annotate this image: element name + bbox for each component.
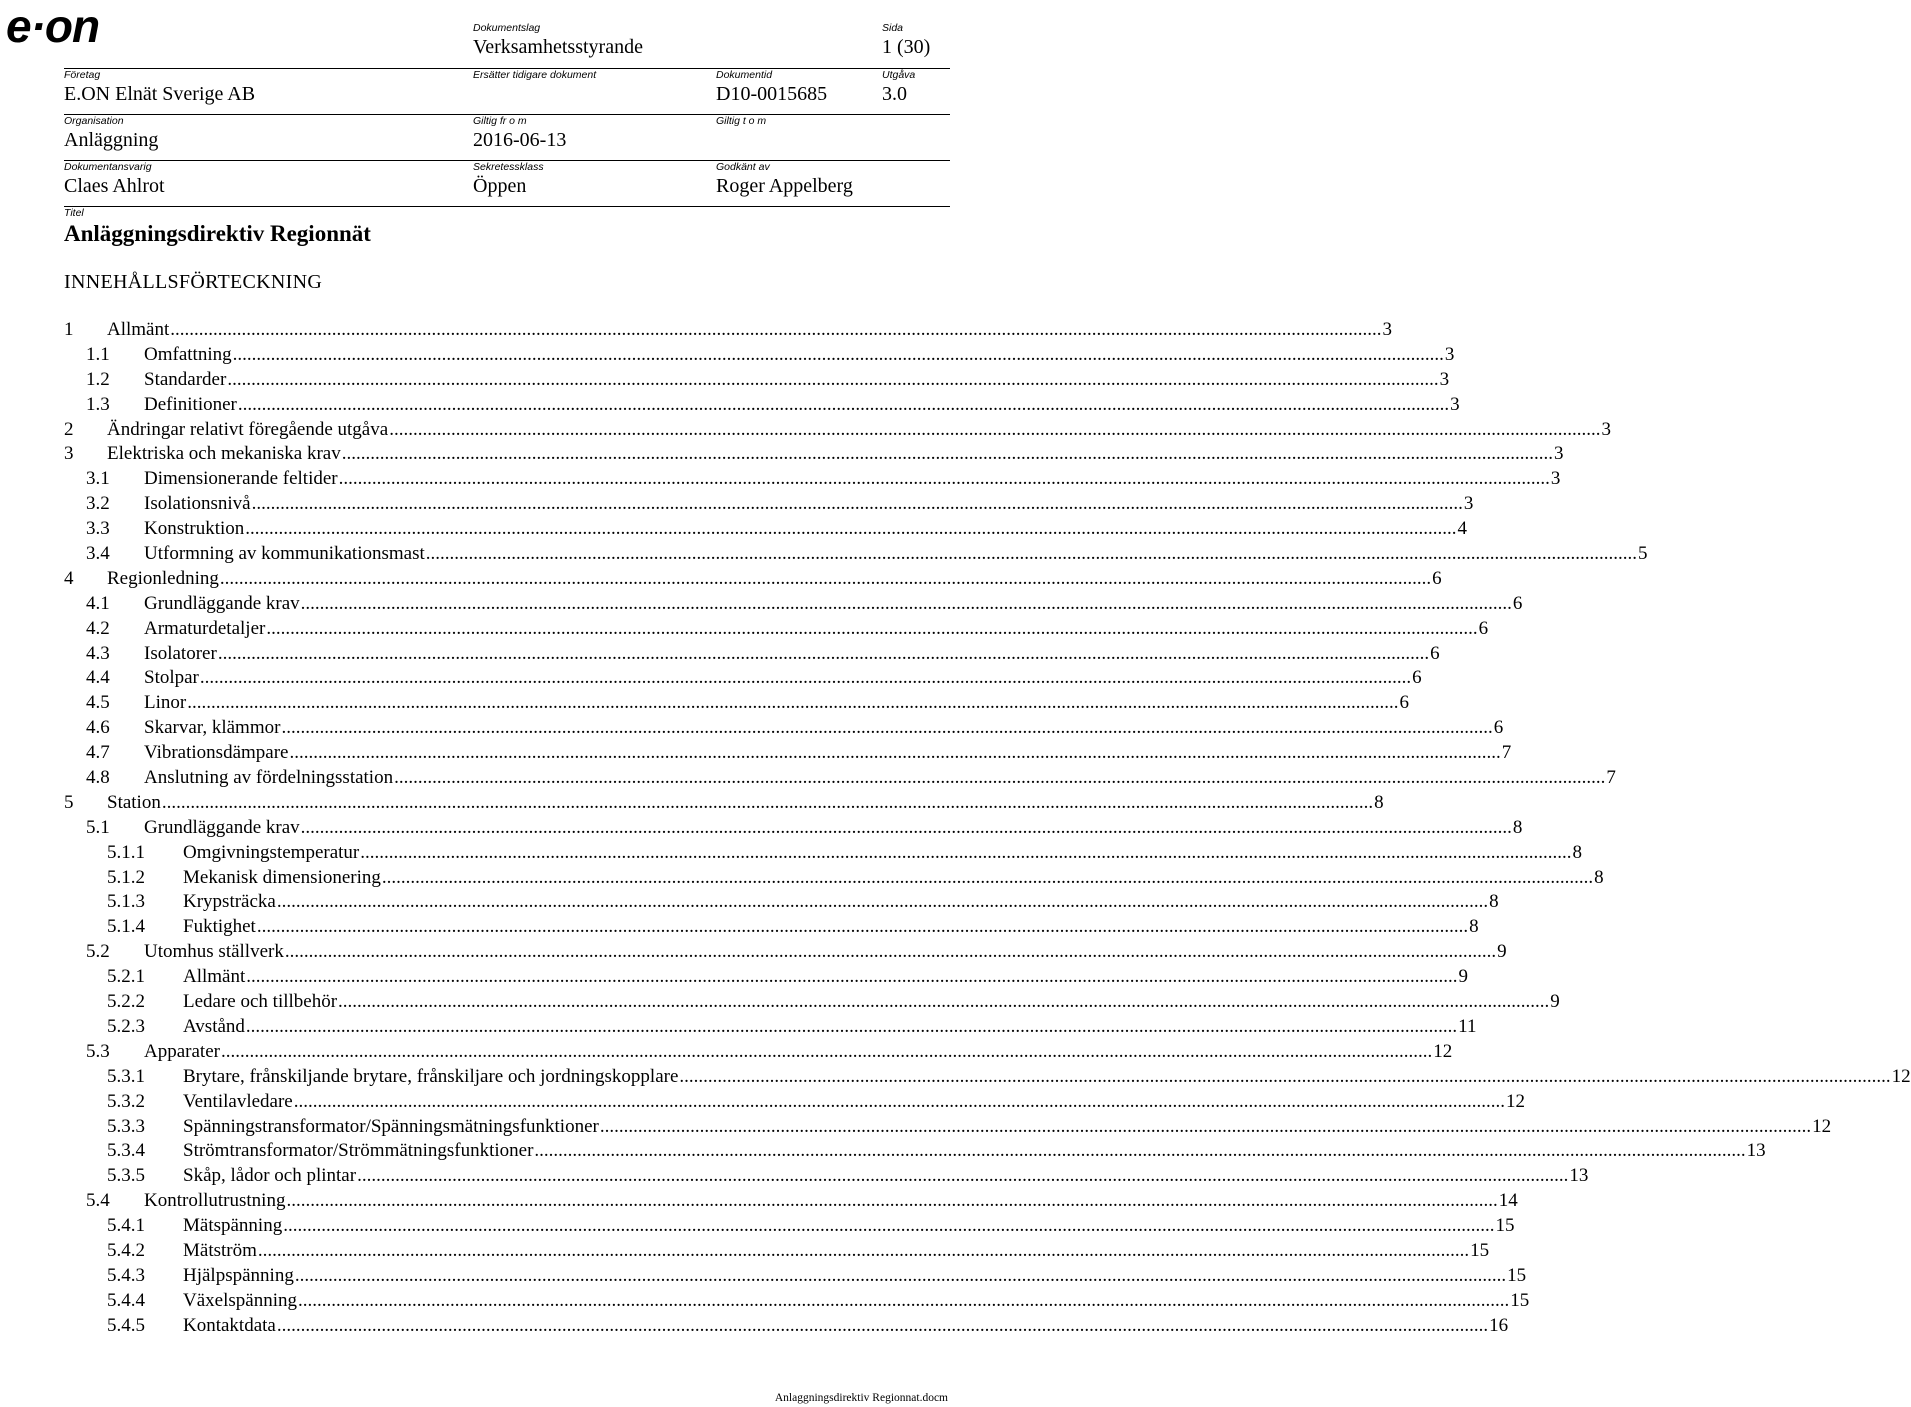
- toc-entry-title: Stolpar: [144, 667, 199, 689]
- valid-to-label: Giltig t o m: [716, 115, 767, 127]
- replaces-cell: [473, 69, 596, 82]
- toc-entry-number: 5: [64, 791, 74, 813]
- toc-entry[interactable]: [64, 791, 1384, 816]
- toc-leader-dots: [221, 1040, 1432, 1065]
- valid-to-cell: [716, 115, 766, 128]
- toc-leader-dots: [338, 990, 1549, 1015]
- toc-leader-dots: [245, 517, 1456, 542]
- toc-entry-title: Elektriska och mekaniska krav: [107, 443, 341, 465]
- toc-entry[interactable]: [64, 442, 1564, 467]
- toc-entry-title: Vibrationsdämpare: [144, 742, 289, 764]
- docid-cell: [716, 69, 827, 106]
- toc-entry[interactable]: [64, 766, 1616, 791]
- toc-entry-number: 4.3: [86, 642, 110, 664]
- toc-entry-number: 5.1.1: [107, 841, 145, 863]
- toc-leader-dots: [233, 343, 1444, 368]
- secrecy-cell: [473, 161, 544, 198]
- toc-entry[interactable]: [64, 940, 1507, 965]
- toc-entry-page: 15: [1470, 1239, 1490, 1261]
- toc-entry-title: Ledare och tillbehör: [183, 991, 338, 1013]
- toc-leader-dots: [301, 816, 1512, 841]
- toc-entry-page: 12: [1433, 1040, 1453, 1062]
- toc-entry-number: 5.3: [86, 1040, 110, 1062]
- toc-entry-title: Ändringar relativt föregående utgåva: [107, 418, 389, 440]
- toc-entry-title: Utformning av kommunikationsmast: [144, 543, 425, 565]
- toc-entry-number: 4.8: [86, 767, 110, 789]
- replaces-label: Ersätter tidigare dokument: [473, 69, 597, 81]
- organisation-value: Anläggning: [64, 129, 159, 151]
- edition-value: 3.0: [882, 83, 907, 105]
- toc-entry-page: 5: [1638, 543, 1648, 565]
- toc-entry-number: 2: [64, 418, 74, 440]
- toc-entry-number: 4.7: [86, 742, 110, 764]
- toc-entry-number: 1.1: [86, 343, 110, 365]
- toc-entry-number: 5.1.3: [107, 891, 145, 913]
- toc-entry-title: Omgivningstemperatur: [183, 841, 360, 863]
- toc-leader-dots: [285, 940, 1496, 965]
- toc-entry-number: 4.5: [86, 692, 110, 714]
- table-of-contents: [64, 318, 1911, 1339]
- toc-entry-page: 15: [1507, 1264, 1527, 1286]
- toc-leader-dots: [227, 368, 1438, 393]
- toc-entry[interactable]: [64, 841, 1582, 866]
- doctype-label: Dokumentslag: [473, 22, 541, 34]
- toc-entry-page: 3: [1463, 493, 1474, 515]
- docid-value: D10-0015685: [716, 83, 828, 105]
- toc-leader-dots: [360, 841, 1571, 866]
- secrecy-value: Öppen: [473, 175, 527, 197]
- toc-entry-title: Definitioner: [144, 393, 237, 415]
- toc-entry[interactable]: [64, 617, 1489, 642]
- toc-leader-dots: [301, 592, 1512, 617]
- toc-entry-number: 5.3.4: [107, 1140, 145, 1162]
- toc-entry[interactable]: [64, 1264, 1527, 1289]
- toc-entry[interactable]: [64, 1289, 1530, 1314]
- toc-entry-number: 5.3.3: [107, 1115, 145, 1137]
- toc-leader-dots: [534, 1139, 1745, 1164]
- toc-entry-page: 8: [1594, 866, 1604, 888]
- toc-entry-number: 1.3: [86, 393, 110, 415]
- toc-entry-title: Hjälpspänning: [183, 1264, 294, 1286]
- toc-leader-dots: [162, 791, 1373, 816]
- toc-entry-title: Linor: [144, 692, 187, 714]
- toc-entry-page: 6: [1493, 717, 1504, 739]
- toc-entry-page: 6: [1430, 642, 1440, 664]
- toc-entry-number: 5.3.2: [107, 1090, 145, 1112]
- toc-entry-page: 8: [1572, 841, 1582, 863]
- toc-entry-number: 3.3: [86, 518, 110, 540]
- owner-value: Claes Ahlrot: [64, 175, 165, 197]
- footer-filename: Anlaggningsdirektiv Regionnat.docm: [774, 1392, 948, 1404]
- toc-entry-title: Avstånd: [183, 1015, 245, 1037]
- toc-leader-dots: [294, 1090, 1505, 1115]
- toc-entry-title: Växelspänning: [183, 1289, 297, 1311]
- toc-entry[interactable]: [64, 467, 1561, 492]
- toc-entry-number: 5.1: [86, 816, 110, 838]
- toc-entry-title: Skåp, lådor och plintar: [183, 1165, 357, 1187]
- toc-entry-title: Grundläggande krav: [144, 592, 300, 614]
- toc-leader-dots: [246, 965, 1457, 990]
- header-row-doctype: [64, 22, 950, 69]
- toc-entry-page: 8: [1374, 791, 1384, 813]
- toc-entry[interactable]: [64, 542, 1648, 567]
- edition-cell: [882, 69, 915, 106]
- toc-entry-page: 8: [1469, 916, 1479, 938]
- toc-entry[interactable]: [64, 890, 1499, 915]
- toc-entry-number: 4.2: [86, 617, 110, 639]
- toc-entry[interactable]: [64, 965, 1469, 990]
- toc-entry[interactable]: [64, 1164, 1589, 1189]
- toc-entry-number: 5.2.2: [107, 991, 145, 1013]
- toc-entry-number: 5.1.2: [107, 866, 145, 888]
- toc-entry[interactable]: [64, 1040, 1453, 1065]
- company-value: E.ON Elnät Sverige AB: [64, 83, 256, 105]
- toc-entry-title: Mätström: [183, 1239, 257, 1261]
- toc-leader-dots: [286, 1189, 1497, 1214]
- toc-entry-page: 12: [1505, 1090, 1525, 1112]
- toc-entry-number: 1: [64, 319, 74, 340]
- toc-entry-page: 13: [1569, 1165, 1589, 1187]
- toc-entry-number: 5.2: [86, 941, 110, 963]
- toc-leader-dots: [600, 1115, 1811, 1140]
- toc-entry-page: 13: [1746, 1140, 1766, 1162]
- toc-entry-title: Regionledning: [107, 567, 219, 589]
- toc-entry-page: 3: [1439, 368, 1450, 390]
- header-row-title: [64, 207, 950, 255]
- valid-from-label: Giltig fr o m: [473, 115, 527, 127]
- toc-entry-number: 5.4.1: [107, 1215, 145, 1237]
- toc-entry[interactable]: [64, 691, 1409, 716]
- toc-entry[interactable]: [64, 1115, 1832, 1140]
- toc-entry[interactable]: [64, 1314, 1509, 1339]
- toc-entry-page: 3: [1444, 343, 1455, 365]
- owner-label: Dokumentansvarig: [64, 161, 152, 173]
- toc-entry-title: Isolationsnivå: [144, 493, 251, 515]
- toc-entry-page: 4: [1457, 518, 1468, 540]
- toc-leader-dots: [342, 442, 1553, 467]
- toc-entry-title: Fuktighet: [183, 916, 256, 938]
- toc-entry-number: 4.1: [86, 592, 110, 614]
- title-label: Titel: [64, 207, 84, 219]
- toc-entry[interactable]: [64, 1214, 1515, 1239]
- toc-entry-title: Spänningstransformator/Spänningsmätningsfunktioner: [183, 1115, 599, 1137]
- toc-entry-title: Omfattning: [144, 343, 232, 365]
- toc-leader-dots: [257, 915, 1468, 940]
- toc-entry[interactable]: [64, 318, 1393, 343]
- toc-entry-number: 5.3.5: [107, 1165, 145, 1187]
- organisation-cell: [64, 115, 158, 152]
- toc-leader-dots: [266, 617, 1477, 642]
- toc-leader-dots: [187, 691, 1398, 716]
- toc-entry[interactable]: [64, 915, 1479, 940]
- owner-cell: [64, 161, 165, 198]
- company-label: Företag: [64, 69, 101, 81]
- toc-entry[interactable]: [64, 1090, 1525, 1115]
- toc-leader-dots: [426, 542, 1637, 567]
- approved-label: Godkänt av: [716, 161, 770, 173]
- toc-entry-page: 3: [1382, 319, 1393, 340]
- toc-leader-dots: [283, 1214, 1494, 1239]
- company-cell: [64, 69, 255, 106]
- toc-leader-dots: [357, 1164, 1568, 1189]
- toc-entry-page: 3: [1550, 468, 1561, 490]
- toc-entry-title: Mekanisk dimensionering: [183, 866, 381, 888]
- header-row-company: [64, 69, 950, 115]
- approved-cell: [716, 161, 853, 198]
- toc-entry-number: 5.4.5: [107, 1314, 145, 1336]
- toc-entry-page: 15: [1495, 1215, 1515, 1237]
- toc-entry-page: 6: [1412, 667, 1422, 689]
- toc-entry[interactable]: [64, 741, 1512, 766]
- toc-entry-page: 7: [1606, 767, 1616, 789]
- toc-entry-title: Brytare, frånskiljande brytare, frånskiljare och jordningskopplare: [183, 1065, 679, 1087]
- toc-leader-dots: [170, 318, 1381, 343]
- toc-entry-page: 14: [1498, 1190, 1518, 1212]
- toc-entry-page: 9: [1458, 966, 1469, 988]
- toc-entry[interactable]: [64, 393, 1460, 418]
- toc-leader-dots: [277, 1314, 1488, 1339]
- toc-entry-page: 11: [1458, 1015, 1477, 1037]
- toc-entry-page: 6: [1432, 567, 1442, 589]
- title-cell: [64, 207, 371, 248]
- toc-entry-number: 5.2.3: [107, 1015, 145, 1037]
- toc-entry-page: 6: [1478, 617, 1489, 639]
- approved-value: Roger Appelberg: [716, 175, 853, 197]
- toc-entry-page: 8: [1489, 891, 1499, 913]
- toc-entry-number: 5.4.4: [107, 1289, 145, 1311]
- toc-entry-title: Standarder: [144, 368, 227, 390]
- toc-entry-page: 3: [1553, 443, 1564, 465]
- toc-leader-dots: [238, 393, 1449, 418]
- toc-leader-dots: [220, 567, 1431, 592]
- header-row-owner: [64, 161, 950, 207]
- toc-entry[interactable]: [64, 666, 1422, 691]
- toc-entry-page: 3: [1450, 393, 1460, 415]
- toc-leader-dots: [394, 766, 1605, 791]
- toc-entry[interactable]: [64, 592, 1523, 617]
- page-label: Sida: [882, 22, 904, 34]
- toc-entry-title: Apparater: [144, 1040, 220, 1062]
- toc-leader-dots: [382, 866, 1593, 891]
- toc-entry-title: Allmänt: [107, 319, 170, 340]
- toc-entry[interactable]: [64, 517, 1468, 542]
- toc-leader-dots: [281, 716, 1492, 741]
- toc-entry-title: Isolatorer: [144, 642, 217, 664]
- toc-entry-page: 15: [1510, 1289, 1530, 1311]
- toc-entry[interactable]: [64, 816, 1523, 841]
- toc-entry-title: Ventilavledare: [183, 1090, 293, 1112]
- toc-entry[interactable]: [64, 1239, 1490, 1264]
- toc-entry[interactable]: [64, 716, 1504, 741]
- toc-entry-title: Konstruktion: [144, 518, 245, 540]
- toc-entry-number: 3: [64, 443, 74, 465]
- toc-entry-title: Anslutning av fördelningsstation: [144, 767, 394, 789]
- toc-entry-number: 4: [64, 567, 74, 589]
- toc-leader-dots: [339, 467, 1550, 492]
- toc-entry-number: 5.1.4: [107, 916, 145, 938]
- page-value: 1 (30): [882, 36, 931, 58]
- edition-label: Utgåva: [882, 69, 916, 81]
- toc-entry-page: 9: [1550, 991, 1560, 1013]
- toc-leader-dots: [246, 1015, 1457, 1040]
- toc-entry-title: Armaturdetaljer: [144, 617, 266, 639]
- toc-entry-page: 9: [1497, 941, 1507, 963]
- toc-entry-page: 12: [1812, 1115, 1832, 1137]
- toc-entry-title: Strömtransformator/Strömmätningsfunktioner: [183, 1140, 534, 1162]
- toc-leader-dots: [277, 890, 1488, 915]
- toc-entry-number: 1.2: [86, 368, 110, 390]
- toc-entry[interactable]: [64, 492, 1474, 517]
- toc-entry[interactable]: [64, 368, 1450, 393]
- toc-entry[interactable]: [64, 1189, 1518, 1214]
- header-row-organisation: [64, 115, 950, 161]
- toc-entry-number: 5.2.1: [107, 966, 145, 988]
- toc-leader-dots: [389, 418, 1600, 443]
- toc-entry-page: 6: [1512, 592, 1523, 614]
- toc-leader-dots: [298, 1289, 1509, 1314]
- toc-leader-dots: [218, 642, 1429, 667]
- toc-entry-page: 12: [1891, 1065, 1911, 1087]
- toc-entry-number: 3.1: [86, 468, 110, 490]
- toc-entry-title: Allmänt: [183, 966, 246, 988]
- toc-entry[interactable]: [64, 1065, 1911, 1090]
- valid-from-value: 2016-06-13: [473, 129, 567, 151]
- toc-leader-dots: [289, 741, 1500, 766]
- toc-entry-title: Skarvar, klämmor: [144, 717, 281, 739]
- toc-entry-number: 4.4: [86, 667, 110, 689]
- eon-logo-text: e·on: [6, 0, 100, 52]
- toc-leader-dots: [679, 1065, 1890, 1090]
- toc-leader-dots: [258, 1239, 1469, 1264]
- toc-entry-number: 3.2: [86, 493, 110, 515]
- toc-entry-number: 5.3.1: [107, 1065, 145, 1087]
- doctype-cell: [473, 22, 643, 59]
- toc-entry-page: 6: [1399, 692, 1409, 714]
- toc-entry-number: 5.4.3: [107, 1264, 145, 1286]
- toc-entry[interactable]: [64, 343, 1455, 368]
- toc-entry-title: Krypsträcka: [183, 891, 276, 913]
- toc-entry[interactable]: [64, 642, 1440, 667]
- toc-entry[interactable]: [64, 1139, 1766, 1164]
- toc-entry[interactable]: [64, 1015, 1477, 1040]
- toc-entry-number: 4.6: [86, 717, 110, 739]
- page-cell: [882, 22, 930, 59]
- toc-entry-page: 16: [1489, 1314, 1509, 1336]
- toc-entry-title: Kontrollutrustning: [144, 1190, 286, 1212]
- toc-entry[interactable]: [64, 866, 1604, 891]
- toc-entry-title: Utomhus ställverk: [144, 941, 284, 963]
- toc-entry-title: Dimensionerande feltider: [144, 468, 338, 490]
- secrecy-label: Sekretessklass: [473, 161, 544, 173]
- doctype-value: Verksamhetsstyrande: [473, 36, 643, 58]
- toc-entry-page: 3: [1601, 418, 1611, 440]
- toc-entry-title: Mätspänning: [183, 1215, 283, 1237]
- toc-entry-number: 5.4: [86, 1190, 110, 1212]
- toc-leader-dots: [252, 492, 1463, 517]
- valid-from-cell: [473, 115, 566, 152]
- toc-entry-number: 3.4: [86, 543, 110, 565]
- toc-leader-dots: [295, 1264, 1506, 1289]
- toc-entry-page: 7: [1501, 742, 1512, 764]
- toc-entry-title: Kontaktdata: [183, 1314, 276, 1336]
- toc-entry-page: 8: [1512, 816, 1523, 838]
- document-title: Anläggningsdirektiv Regionnät: [64, 221, 371, 246]
- toc-heading: INNEHÅLLSFÖRTECKNING: [64, 271, 323, 293]
- toc-entry[interactable]: [64, 418, 1611, 443]
- toc-entry-number: 5.4.2: [107, 1239, 145, 1261]
- docid-label: Dokumentid: [716, 69, 773, 81]
- toc-entry-title: Station: [107, 791, 161, 813]
- toc-entry[interactable]: [64, 990, 1560, 1015]
- toc-entry-title: Grundläggande krav: [144, 816, 300, 838]
- organisation-label: Organisation: [64, 115, 124, 127]
- toc-entry[interactable]: [64, 567, 1442, 592]
- toc-leader-dots: [200, 666, 1411, 691]
